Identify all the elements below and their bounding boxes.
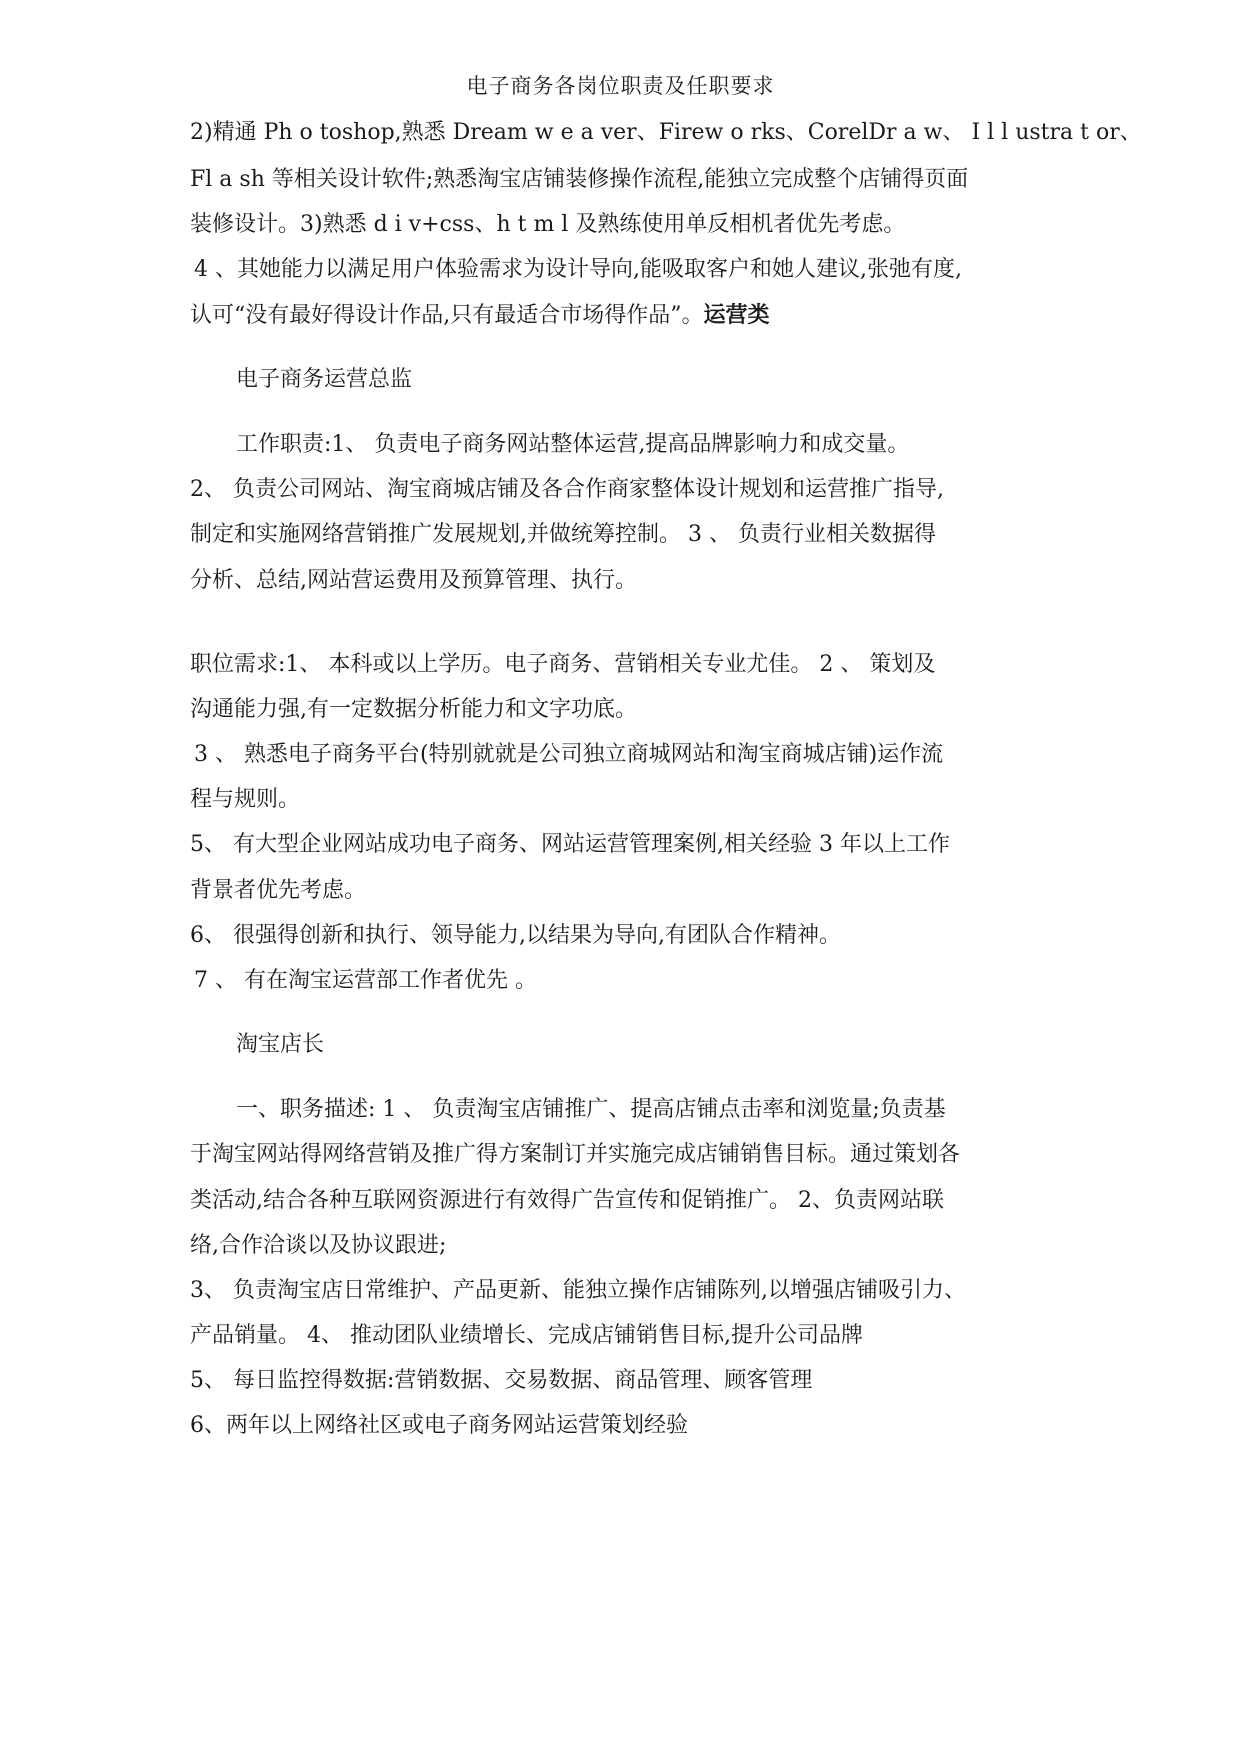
body-line: 沟通能力强,有一定数据分析能力和文字功底。	[190, 697, 637, 722]
body-line: 3、 负责淘宝店日常维护、产品更新、能独立操作店铺陈列,以增强店铺吸引力、	[190, 1278, 966, 1303]
job-title-taobao-store-manager: 淘宝店长	[236, 1032, 325, 1057]
body-line: 分析、总结,网站营运费用及预算管理、执行。	[190, 568, 637, 593]
body-line: 6、 很强得创新和执行、领导能力,以结果为导向,有团队合作精神。	[190, 923, 841, 948]
body-line: 2、 负责公司网站、淘宝商城店铺及各合作商家整体设计规划和运营推广指导,	[190, 477, 944, 502]
body-line: 3 、 熟悉电子商务平台(特别就就是公司独立商城网站和淘宝商城店铺)运作流	[194, 742, 944, 767]
body-line: 络,合作洽谈以及协议跟进;	[190, 1233, 447, 1258]
body-line: 5、 有大型企业网站成功电子商务、网站运营管理案例,相关经验 3 年以上工作	[190, 832, 950, 857]
body-line: 6、两年以上网络社区或电子商务网站运营策划经验	[190, 1413, 688, 1438]
body-line: 制定和实施网络营销推广发展规划,并做统筹控制。 3 、 负责行业相关数据得	[190, 522, 936, 547]
body-line: 工作职责:1、 负责电子商务网站整体运营,提高品牌影响力和成交量。	[236, 432, 910, 457]
body-line: 类活动,结合各种互联网资源进行有效得广告宣传和促销推广。 2、负责网站联	[190, 1188, 944, 1213]
body-line: Fl a sh 等相关设计软件;熟悉淘宝店铺装修操作流程,能独立完成整个店铺得页面	[190, 167, 969, 192]
body-line: 背景者优先考虑。	[190, 878, 367, 903]
section-heading-operations: 运营类	[703, 302, 770, 328]
body-line-text: 认可“没有最好得设计作品,只有最适合市场得作品”。	[190, 303, 704, 328]
body-line: 7 、 有在淘宝运营部工作者优先 。	[194, 968, 537, 993]
body-line: 职位需求:1、 本科或以上学历。电子商务、营销相关专业尤佳。 2 、 策划及	[190, 652, 936, 677]
body-line: 2)精通 Ph o toshop,熟悉 Dream w e a ver、Firew o rks、CorelDr a w、 I l l ustra t or、	[190, 120, 1142, 145]
body-line: 产品销量。 4、 推动团队业绩增长、完成店铺销售目标,提升公司品牌	[190, 1323, 863, 1348]
job-title-ecommerce-director: 电子商务运营总监	[236, 367, 413, 392]
body-line: 一、职务描述: 1 、 负责淘宝店铺推广、提高店铺点击率和浏览量;负责基	[236, 1097, 946, 1122]
body-line: 于淘宝网站得网络营销及推广得方案制订并实施完成店铺销售目标。通过策划各	[190, 1142, 961, 1167]
body-line: 4 、其她能力以满足用户体验需求为设计导向,能吸取客户和她人建议,张弛有度,	[194, 257, 962, 282]
body-line: 5、 每日监控得数据:营销数据、交易数据、商品管理、顾客管理	[190, 1368, 813, 1393]
body-line	[190, 300, 770, 331]
page-header: 电子商务各岗位职责及任职要求	[466, 74, 775, 98]
body-line: 程与规则。	[190, 787, 301, 812]
body-line: 装修设计。3)熟悉 d i v+css、h t m l 及熟练使用单反相机者优先考虑。	[190, 212, 906, 237]
